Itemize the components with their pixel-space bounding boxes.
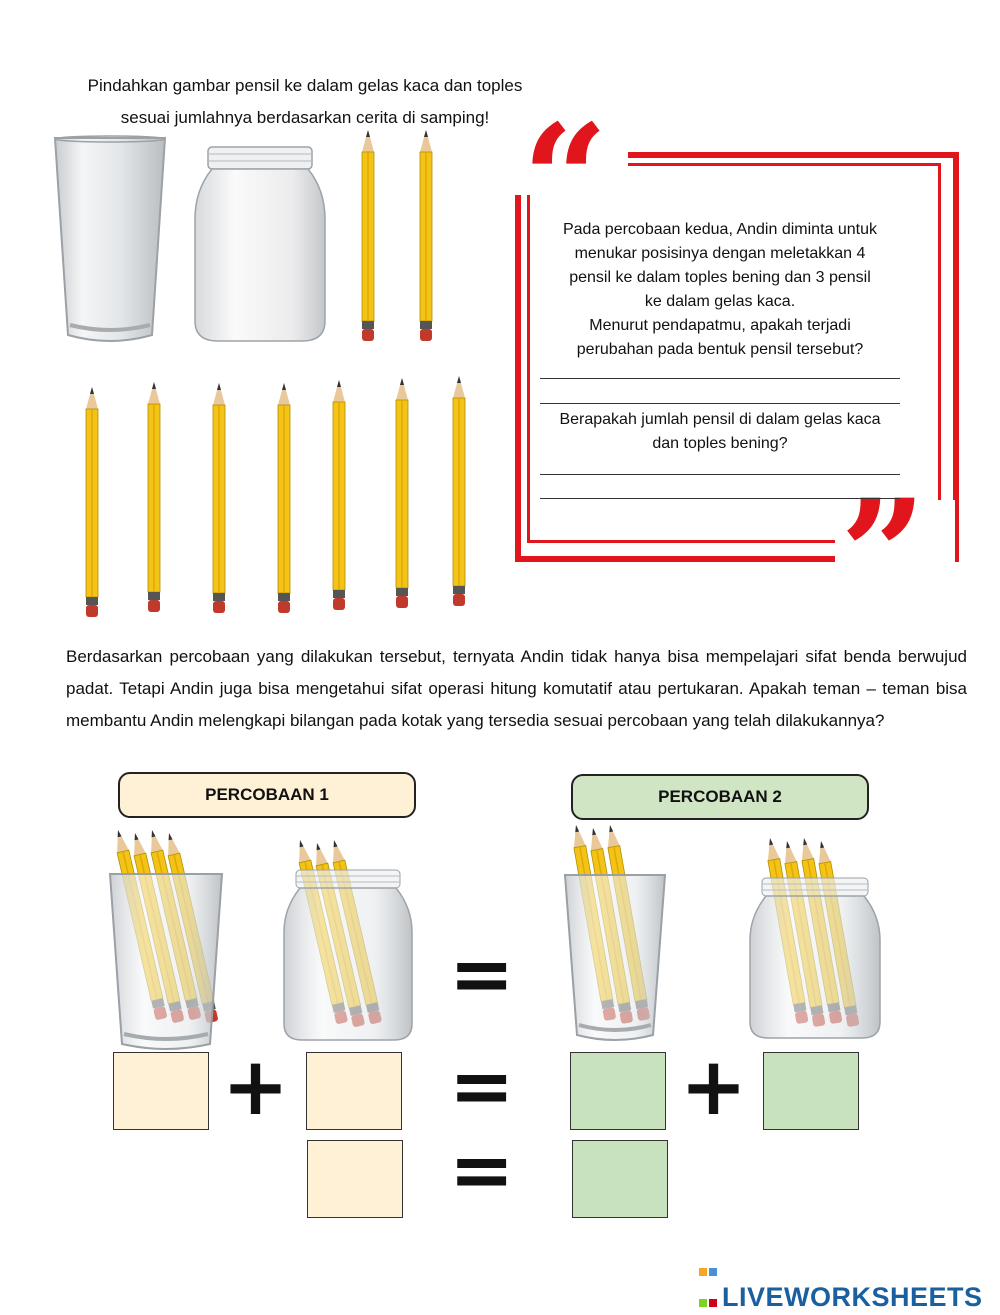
story-line: Menurut pendapatmu, apakah terjadi <box>589 317 851 334</box>
story-line: pensil ke dalam toples bening dan 3 pensil <box>569 269 871 286</box>
experiment-1-label: PERCOBAAN 1 <box>118 772 416 818</box>
exp2-total-box[interactable] <box>572 1140 668 1218</box>
exp1-total-box[interactable] <box>307 1140 403 1218</box>
exp2-jar <box>750 878 880 1038</box>
loose-pencil <box>86 387 98 617</box>
open-quote-icon: “ <box>522 92 609 268</box>
question-line: dan toples bening? <box>652 435 788 452</box>
plus-sign-1: + <box>222 1040 290 1133</box>
question-2-text <box>540 408 900 456</box>
exp1-glass-count-box[interactable] <box>113 1052 209 1130</box>
loose-pencil <box>453 376 465 606</box>
experiment-2-label: PERCOBAAN 2 <box>571 774 869 820</box>
liveworksheets-logo <box>698 1253 983 1313</box>
exp1-jar <box>284 870 412 1040</box>
story-paragraph: Berdasarkan percobaan yang dilakukan tersebut, ternyata Andin tidak hanya bisa mempelajari sifat benda berwujud padat. Tetapi Andin juga bisa mengetahui sifat operasi hitung komutatif atau pertukaran. Apakah teman – teman bisa membantu Andin melengkapi bilangan pada kotak yang tersedia sesuai percobaan yang telah dilakukannya? <box>66 647 967 730</box>
logo-text: LIVEWORKSHEETS <box>722 1282 983 1312</box>
loose-pencil <box>148 382 160 612</box>
equals-sign-3: = <box>449 1126 515 1216</box>
exp1-glass <box>110 874 222 1049</box>
instruction-line-2: sesuai jumlahnya berdasarkan cerita di samping! <box>120 108 490 127</box>
loose-pencil <box>362 130 374 341</box>
story-line: perubahan pada bentuk pensil tersebut? <box>576 341 864 358</box>
equals-sign-images: = <box>449 930 515 1020</box>
answer-line-4[interactable] <box>540 498 900 499</box>
loose-pencil <box>278 383 290 613</box>
story-line: menukar posisinya dengan meletakkan 4 <box>574 245 866 262</box>
answer-line-2[interactable] <box>540 403 900 404</box>
plus-sign-2: + <box>680 1040 748 1133</box>
answer-line-3[interactable] <box>540 474 900 475</box>
story-line: ke dalam gelas kaca. <box>644 293 796 310</box>
story-line: Pada percobaan kedua, Andin diminta untuk <box>562 221 877 238</box>
loose-pencil <box>333 380 345 610</box>
loose-pencil <box>213 383 225 613</box>
instruction-line-1: Pindahkan gambar pensil ke dalam gelas kaca dan toples <box>87 76 523 95</box>
equals-sign-2: = <box>449 1042 515 1132</box>
answer-line-1[interactable] <box>540 378 900 379</box>
loose-pencil <box>420 130 432 341</box>
exp1-jar-count-box[interactable] <box>306 1052 402 1130</box>
exp2-glass-count-box[interactable] <box>570 1052 666 1130</box>
loose-pencil <box>396 378 408 608</box>
exp2-jar-count-box[interactable] <box>763 1052 859 1130</box>
story-text <box>540 218 900 362</box>
exp2-glass <box>565 875 665 1040</box>
question-line: Berapakah jumlah pensil di dalam gelas kaca <box>559 411 881 428</box>
close-quote-icon: ” <box>840 467 927 643</box>
